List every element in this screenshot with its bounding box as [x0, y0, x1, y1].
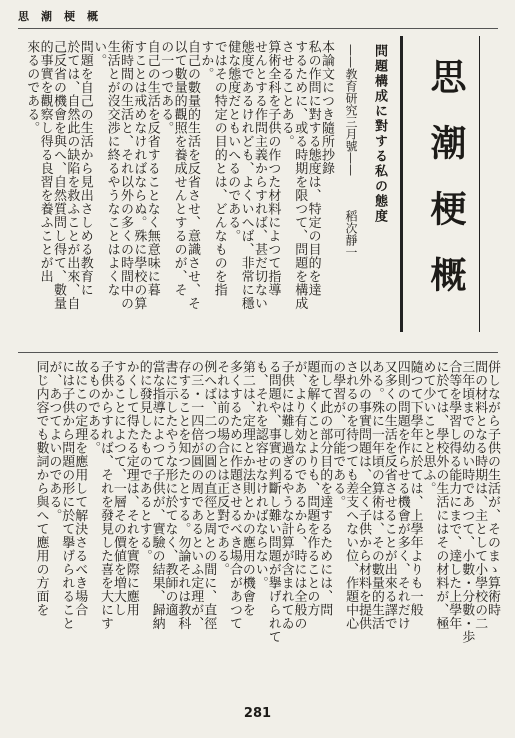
text-column: 以外の事實問題は、全く子供から材料を提供	[356, 360, 371, 630]
text-column: 術時間の生活と、それ以外の多くの時間中の	[118, 40, 133, 310]
text-column: させることある。	[278, 40, 294, 148]
text-column: することによつて、一層その價値を増大し	[110, 360, 126, 617]
text-column: 的事實を觀察し得る良習を養ふことが出	[37, 40, 53, 283]
text-column: 子供からすれば、それを發見した喜を大にす	[98, 360, 113, 630]
text-column: 子供には難し過ぎるやうな計算が含まれてゐ	[278, 360, 294, 630]
source-citation: ——教育研究三月號——	[344, 44, 358, 176]
text-column: 當な指導によつて子供が、實驗の結果、歸納	[149, 360, 165, 630]
text-column: 態度であるけれども、よくいへば、非常に穩	[238, 40, 254, 310]
text-column: 書に示したやうな形に於てなく、教師の適	[162, 360, 178, 617]
text-column: 題を解くことよりも、問題を作ることの方	[304, 360, 320, 617]
text-column: 本論文につき隨所抄錄	[319, 40, 334, 175]
text-column: 故にこの定理を應用して解決さるべき場合	[72, 360, 88, 617]
text-column: が、あつてよいのである。	[46, 360, 62, 522]
text-column: 自己の生活を反省することなく無意味に暮	[144, 40, 160, 297]
title-block	[400, 36, 480, 332]
section-divider	[18, 352, 498, 353]
text-column: るものである。	[85, 360, 101, 455]
text-column: 於ては、自然此の缺陷を救ふことが出來、自	[64, 40, 80, 310]
text-column: い。	[91, 40, 107, 67]
text-column: 併しながら子供の生活が、そのまゝ算術時	[485, 360, 500, 617]
text-column: それは前の場合とは正反對である。	[214, 360, 230, 576]
main-title: 思潮梗概	[425, 58, 467, 322]
running-title: 思潮梗概	[18, 10, 110, 23]
text-column: 同じ内容でも數詞から與へて應用の方面を	[33, 360, 49, 617]
text-column: されるのを待つても差支へない位、作題中心	[343, 360, 359, 630]
text-column: 例へば、二つの圓の直徑と周との間に、直徑	[201, 360, 217, 630]
page-number: 281	[243, 706, 272, 721]
text-column: る問題や、事實の判斷し難い問題が擧げられて	[265, 360, 281, 644]
text-column: すか。	[198, 40, 214, 81]
text-column: せんとする作問主義からすれば、甚だ切ない	[252, 40, 267, 310]
text-column: 的に發見したものであるとする。	[136, 360, 152, 563]
text-column: の三・一四倍が圓の周であるといふ定理が、	[188, 360, 204, 630]
text-column: 而して此の部分目的を達するためには、問	[317, 360, 333, 617]
text-column: が、より有効なのであるから、時には全般の	[291, 360, 307, 630]
author-name: 稻次靜一	[344, 210, 358, 258]
text-column: の學習が、可能である。	[330, 360, 346, 509]
text-column: には子供から問題の形に於て擧げられること	[59, 360, 75, 630]
text-column: するために、或る時期を限つて、問題を構成	[292, 40, 308, 310]
text-column: 問題を自己の生活から見出さしめる教育に	[77, 40, 93, 297]
text-column: 隨つて下學年に於ては、上學年よりも一般	[407, 360, 423, 617]
text-column: に於ては、學校外の生活にはその材料が、極	[433, 360, 449, 630]
text-column: 合等を學習し得る能力にまで、達した上學年	[446, 360, 462, 630]
text-column: 三年頃までの幼い時であつて、小數・分數・歩	[459, 360, 475, 644]
text-column: ある。殊に一年頃の算術は、その數量的生活	[368, 360, 384, 630]
text-column: かくして得たる定理は、それを實際に應用	[123, 360, 139, 617]
text-column: 生活とが沒交渉に終るやうなことはよくな	[104, 40, 120, 297]
text-column: 健な態度だともいへるのである。	[225, 40, 241, 243]
text-column: 私の作問に對する態度は、特定の目的を達	[305, 40, 321, 297]
text-column: 存することを知つたとする。勿論それは教科	[175, 360, 191, 630]
text-column: めて少いことと思ふ。	[420, 360, 436, 495]
text-column: 四則の問題を作らせる機會が多く、それだけ	[394, 360, 410, 630]
text-column: 第二は、定理とか法則とかの應用の機會を	[239, 360, 255, 617]
text-column: の一つである。	[158, 40, 174, 135]
text-column: 自己の數量的生活を反省させ、意識させ、そ	[185, 40, 200, 310]
text-column: 來るのである。	[24, 40, 40, 135]
running-header	[18, 4, 498, 29]
text-column: 以て數量的觀照を養成せんとするのが、そ	[171, 40, 187, 297]
text-column: 又多くの生活を反省させることが出來る譯で	[381, 360, 397, 630]
section-title: 問題構成に對する私の態度	[372, 44, 387, 224]
text-column: 多くするために作題させるべき場合があつて	[227, 360, 242, 630]
text-column: ではその特定の目的とは、どんなものを指	[211, 40, 227, 297]
text-column: すことは戒めなければならぬ。殊に學校の算	[131, 40, 147, 310]
text-column: も、それを認容せなければならない。	[252, 360, 268, 590]
text-column: 間の材料となる時期は、主として小學校の二	[472, 360, 488, 630]
text-column: 算術全科を子供の作つた材料によつて指導	[265, 40, 281, 297]
text-column: 己反省の機會を與へ、自然質問し得て、數量	[51, 40, 66, 310]
